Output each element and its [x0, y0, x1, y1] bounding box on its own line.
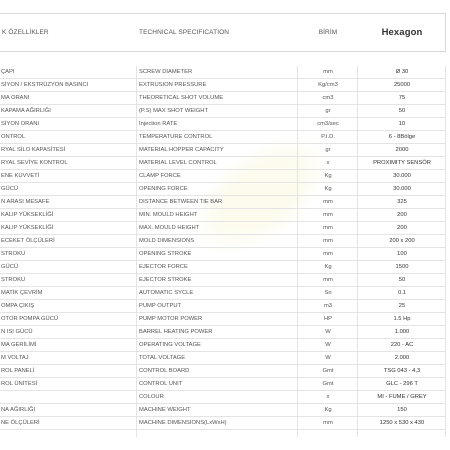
spec-value: 2000 — [395, 147, 409, 153]
spec-name-turkish: GÜCÜ — [1, 264, 19, 270]
spec-unit: gr — [325, 147, 331, 153]
spec-name-english: OPENING FORCE — [139, 186, 188, 192]
spec-unit: x — [326, 160, 330, 166]
spec-name-english: TOTAL VOLTAGE — [139, 355, 186, 361]
spec-name-turkish: SİYON / EKSTRÜZYON BASINCI — [1, 82, 89, 88]
table-row — [0, 365, 446, 378]
spec-value: MI - FUME / GREY — [377, 394, 427, 400]
table-row — [0, 417, 446, 430]
table-header — [0, 13, 446, 52]
spec-unit: x — [326, 394, 330, 400]
spec-name-english: PUMP MOTOR POWER — [139, 316, 203, 322]
spec-name-turkish: KALIP YÜKSEKLİĞİ — [1, 212, 54, 218]
header-turkish-specs: K ÖZELLİKLER — [2, 29, 49, 36]
table-row — [0, 157, 446, 170]
table-row — [0, 235, 446, 248]
spec-value: 25 — [398, 303, 406, 309]
spec-name-turkish: MATİK ÇEVRİM — [1, 290, 43, 296]
spec-name-turkish: RYAL SEVİYE KONTROL — [1, 160, 68, 166]
spec-name-turkish: OTOR POMPA GÜCÜ — [1, 316, 59, 322]
spec-name-english: TEMPERATURE CONTROL — [139, 134, 213, 140]
column-divider — [445, 66, 446, 437]
spec-name-turkish: ENE KUVVETİ — [1, 173, 40, 179]
spec-name-turkish: ROL ÜNİTESİ — [1, 381, 38, 387]
spec-unit: gr — [325, 108, 331, 114]
header-technical-specification: TECHNICAL SPECIFICATION — [139, 29, 230, 36]
spec-value: 200 — [397, 212, 407, 218]
spec-unit: Kg — [324, 173, 332, 179]
table-row — [0, 378, 446, 391]
spec-value: 325 — [397, 199, 407, 205]
spec-name-english: BARREL HEATING POWER — [139, 329, 213, 335]
spec-value: TSG 043 - 4,3 — [383, 368, 421, 374]
spec-name-turkish: SİYON ORANI — [1, 121, 40, 127]
spec-name-turkish: ONTROL — [1, 134, 26, 140]
table-row — [0, 66, 446, 79]
spec-unit: Gmt — [322, 381, 334, 387]
table-row — [0, 326, 446, 339]
table-row — [0, 196, 446, 209]
table-row — [0, 92, 446, 105]
spec-value: 1.5 Hp — [393, 316, 411, 322]
spec-name-turkish: STROKU — [1, 251, 26, 257]
spec-value: 30.000 — [393, 173, 411, 179]
spec-name-english: MACHINE DIMENSIONS(LxWxH) — [139, 420, 227, 426]
spec-name-english: MAX. MOULD HEIGHT — [139, 225, 200, 231]
spec-table-body — [0, 66, 446, 430]
table-row — [0, 352, 446, 365]
spec-name-english: AUTOMATIC SYCLE — [139, 290, 194, 296]
column-divider — [357, 66, 358, 437]
table-row — [0, 287, 446, 300]
spec-name-turkish: RYAL SİLO KAPASİTESİ — [1, 147, 66, 153]
spec-name-english: Injection RATE — [139, 121, 178, 127]
spec-value: 25000 — [393, 82, 411, 88]
spec-name-turkish: ECEKET ÖLÇÜLERİ — [1, 238, 55, 244]
table-row — [0, 313, 446, 326]
table-row — [0, 391, 446, 404]
column-divider — [297, 66, 298, 437]
spec-name-turkish: KAPAMA AĞIRLIĞI — [1, 108, 51, 114]
spec-name-english: EJECTOR STROKE — [139, 277, 192, 283]
spec-value: 150 — [397, 407, 407, 413]
table-row — [0, 339, 446, 352]
spec-name-english: CLAMP FORCE — [139, 173, 181, 179]
spec-unit: P.I.D. — [321, 134, 335, 140]
spec-name-english: MATERIAL LEVEL CONTROL — [139, 160, 217, 166]
spec-name-english: SCREW DIAMETER — [139, 69, 193, 75]
spec-unit: mm — [323, 420, 333, 426]
spec-name-turkish: NA AĞIRLIĞI — [1, 407, 36, 413]
header-unit: BİRİM — [318, 29, 338, 36]
spec-name-english: DISTANCE BETWEEN TIE BAR — [139, 199, 223, 205]
spec-unit: Gmt — [322, 368, 334, 374]
spec-unit: mm — [323, 251, 333, 257]
table-row — [0, 144, 446, 157]
spec-unit: Sn — [324, 290, 332, 296]
spec-value: 200 x 200 — [389, 238, 415, 244]
spec-value: PROXIMITY SENSÖR — [373, 160, 431, 166]
spec-name-english: CONTROL UNIT — [139, 381, 183, 387]
spec-unit: m3 — [323, 303, 333, 309]
spec-name-turkish: N ISI GÜCÜ — [1, 329, 33, 335]
table-row — [0, 183, 446, 196]
header-model-name: Hexagon — [381, 27, 423, 38]
spec-name-turkish: MA GERİLİMİ — [1, 342, 37, 348]
spec-unit: cm3/sec — [317, 121, 339, 127]
table-row — [0, 131, 446, 144]
table-row — [0, 404, 446, 417]
spec-name-english: MIN. MOULD HEIGHT — [139, 212, 198, 218]
spec-value: 0.1 — [397, 290, 407, 296]
table-row — [0, 248, 446, 261]
spec-name-english: THEORETICAL SHOT VOLUME — [139, 95, 224, 101]
table-row — [0, 261, 446, 274]
spec-value: 50 — [398, 108, 406, 114]
spec-name-english: MOLD DIMENSIONS — [139, 238, 195, 244]
spec-name-turkish: N ARASI MESAFE — [1, 199, 50, 205]
spec-value: 100 — [397, 251, 407, 257]
spec-name-english: COLOUR — [139, 394, 164, 400]
spec-name-turkish: NE ÖLÇÜLERİ — [1, 420, 40, 426]
table-row — [0, 274, 446, 287]
spec-value: 50 — [398, 277, 406, 283]
table-row — [0, 300, 446, 313]
spec-name-turkish: GÜCÜ — [1, 186, 19, 192]
spec-unit: W — [325, 355, 331, 361]
spec-unit: W — [325, 342, 331, 348]
spec-name-turkish: OMPA ÇIKIŞ — [1, 303, 35, 309]
table-row — [0, 79, 446, 92]
column-divider — [136, 66, 137, 437]
spec-value: 1.000 — [394, 329, 410, 335]
spec-name-turkish: M VOLTAJ — [1, 355, 29, 361]
spec-name-english: EJECTOR FORCE — [139, 264, 188, 270]
spec-name-turkish: ÇAPI — [1, 69, 15, 75]
spec-value: 30.000 — [393, 186, 411, 192]
spec-name-english: MATERIAL HOPPER CAPACITY — [139, 147, 224, 153]
spec-name-english: (P.S) MAX SHOT WEIGHT — [139, 108, 209, 114]
spec-value: 1500 — [395, 264, 409, 270]
spec-unit: Kg — [324, 407, 332, 413]
spec-value: 220 - AC — [390, 342, 414, 348]
spec-unit: cm3 — [322, 95, 334, 101]
spec-name-english: OPERATING VOLTAGE — [139, 342, 201, 348]
spec-value: GLC - 296 T — [386, 381, 418, 387]
spec-value: 6 - 8Bölge — [388, 134, 416, 140]
spec-name-turkish: KALIP YÜKSEKLİĞİ — [1, 225, 54, 231]
spec-unit: mm — [323, 69, 333, 75]
spec-unit: Kg — [324, 186, 332, 192]
spec-unit: mm — [323, 238, 333, 244]
spec-name-english: OPENING STROKE — [139, 251, 192, 257]
spec-name-turkish: STROKU — [1, 277, 26, 283]
spec-value: 10 — [398, 121, 406, 127]
spec-unit: Kg — [324, 264, 332, 270]
spec-value: 2.000 — [394, 355, 410, 361]
spec-value: 1250 x 530 x 430 — [379, 420, 425, 426]
spec-name-english: EXTRUSION PRESSURE — [139, 82, 207, 88]
table-row — [0, 118, 446, 131]
spec-name-turkish — [0, 391, 135, 403]
spec-unit: HP — [323, 316, 333, 322]
table-row — [0, 222, 446, 235]
spec-name-turkish: MA ORANI — [1, 95, 30, 101]
spec-name-english: MACHINE WEIGHT — [139, 407, 191, 413]
spec-unit: mm — [323, 212, 333, 218]
spec-name-english: PUMP OUTPUT — [139, 303, 182, 309]
spec-unit: Kg/cm3 — [318, 82, 338, 88]
spec-value: 75 — [398, 95, 406, 101]
table-row — [0, 105, 446, 118]
spec-unit: W — [325, 329, 331, 335]
spec-value: 200 — [397, 225, 407, 231]
spec-value: Ø 30 — [395, 69, 409, 75]
spec-unit: mm — [323, 199, 333, 205]
table-row — [0, 209, 446, 222]
table-row — [0, 170, 446, 183]
spec-name-turkish: ROL PANELİ — [1, 368, 35, 374]
spec-unit: mm — [323, 277, 333, 283]
spec-unit: mm — [323, 225, 333, 231]
spec-name-english: CONTROL BOARD — [139, 368, 190, 374]
